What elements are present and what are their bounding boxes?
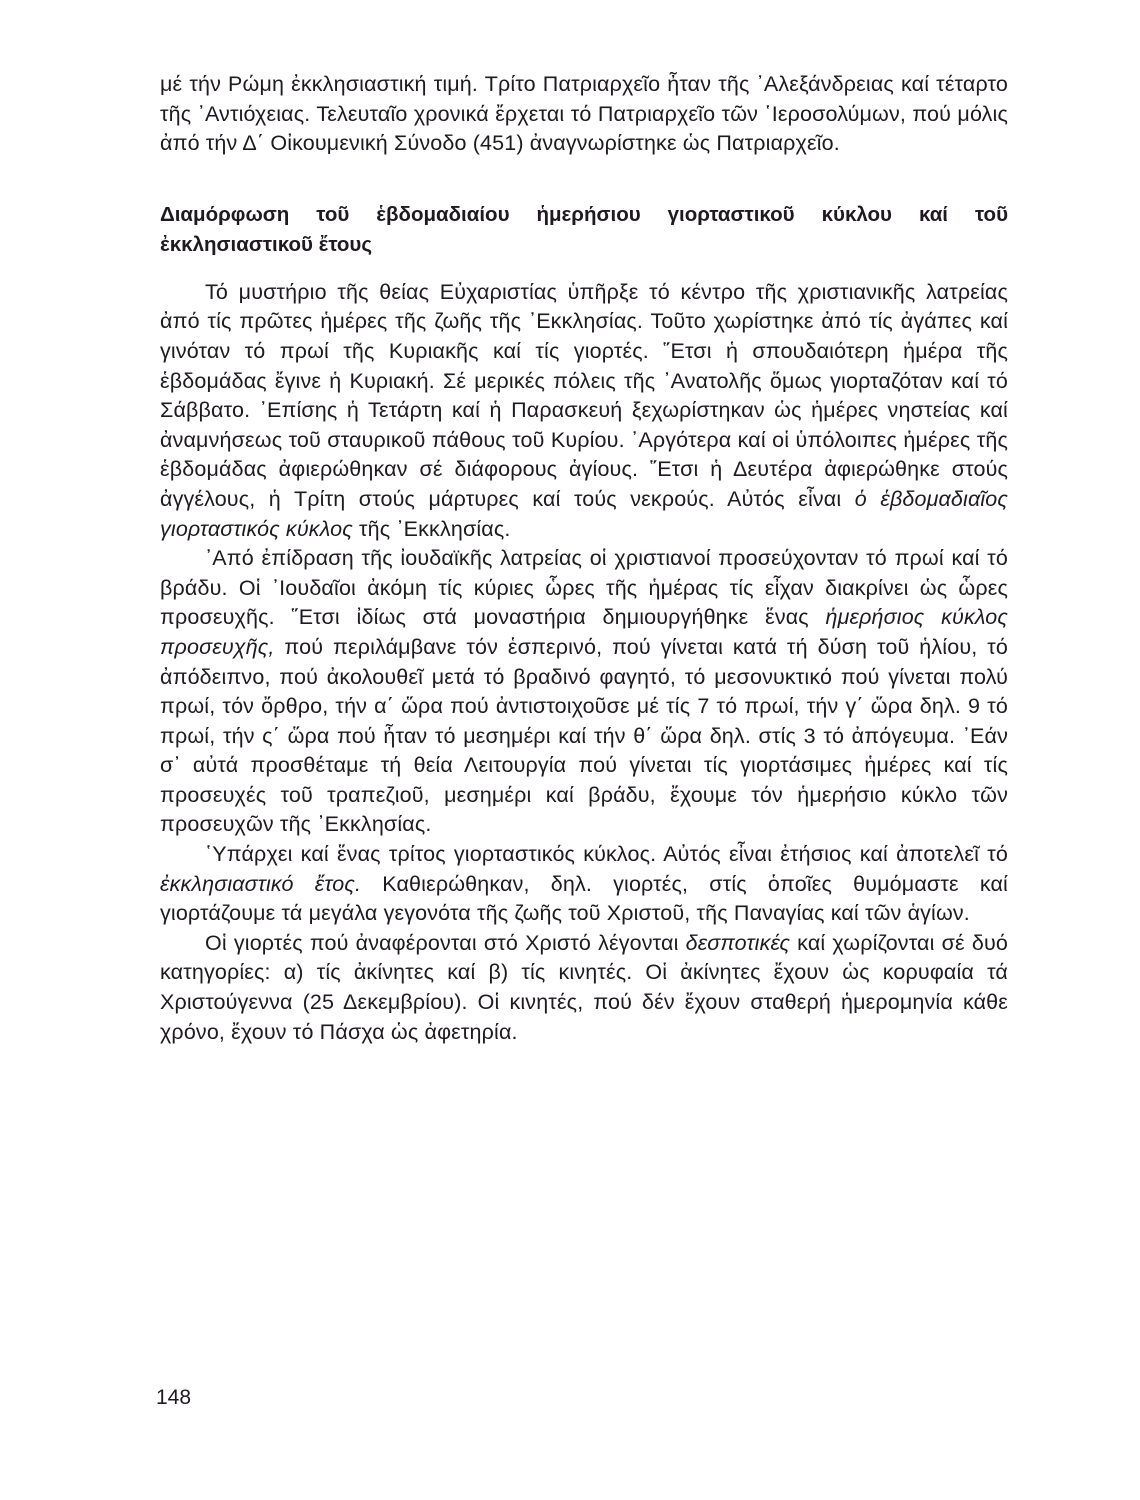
- paragraph-text: καί χωρίζονται σέ δυό κατηγορίες: α) τίς ἀκίνητες καί β) τίς κινητές. Οἱ ἀκίνητες ἔχουν ὡς κορυφαία τά Χριστούγεννα (25 Δεκεμβρίου). Οἱ κινητές, πού δέν ἔχουν σταθερή ἡμερομηνία κάθε χρόνο, ἔχουν τό Πάσχα ὡς ἀφετηρία.: [160, 930, 1008, 1044]
- paragraph-weekly-cycle: [160, 278, 1008, 544]
- paragraph-text: Οἱ γιορτές πού ἀναφέρονται στό Χριστό λέγονται: [205, 930, 686, 955]
- section-title: Διαμόρφωση τοῦ ἑβδομαδιαίου ἡμερήσιου γιορταστικοῦ κύκλου καί τοῦ ἐκκλησιαστικοῦ ἔτους: [160, 202, 1008, 256]
- paragraph-church-year: [160, 840, 1008, 929]
- italic-term: ὁ ἑβδομαδιαῖος γιορταστικός κύκλος: [160, 486, 1008, 541]
- paragraph-text: ῾Υπάρχει καί ἕνας τρίτος γιορταστικός κύκλος. Αὐτός εἶναι ἐτήσιος καί ἀποτελεῖ τό: [205, 842, 1008, 867]
- italic-term: δεσποτικές: [685, 930, 791, 955]
- italic-term: ἡμερήσιος κύκλος προσευχῆς,: [160, 605, 1008, 659]
- paragraph-text: Τό μυστήριο τῆς θείας Εὐχαριστίας ὑπῆρξε τό κέντρο τῆς χριστιανικῆς λατρείας ἀπό τίς πρῶτες ἡμέρες τῆς ζωῆς τῆς ᾿Εκκλησίας. Τοῦτο χωρίστηκε ἀπό τίς ἀγάπες καί γινόταν τό πρωί τῆς Κυριακῆς καί τίς γιορτές. ῞Ετσι ἡ σπουδαιότερη ἡμέρα τῆς ἑβδομάδας ἔγινε ἡ Κυριακή. Σέ μερικές πόλεις τῆς ᾿Ανατολῆς ὅμως γιορταζόταν καί τό Σάββατο. ᾿Επίσης ἡ Τετάρτη καί ἡ Παρασκευή ξεχωρίστηκαν ὡς ἡμέρες νηστείας καί ἀναμνήσεως τοῦ σταυρικοῦ πάθους τοῦ Κυρίου. ᾿Αργότερα καί οἱ ὑπόλοιπες ἡμέρες τῆς ἑβδομάδας ἀφιερώθηκαν σέ διάφορους ἁγίους. ῞Ετσι ἡ Δευτέρα ἀφιερώθηκε στούς ἀγγέλους, ἡ Τρίτη στούς μάρτυρες καί τούς νεκρούς. Αὐτός εἶναι: [160, 279, 1008, 511]
- page-body: [160, 70, 1008, 1047]
- page-number: 148: [156, 1386, 192, 1409]
- paragraph-text: Καθιερώθηκαν, δηλ. γιορτές, στίς ὁποῖες θυμόμαστε καί γιορτάζουμε τά μεγάλα γεγονότα τῆς ζωῆς τοῦ Χριστοῦ, τῆς Παναγίας καί τῶν ἁγίων.: [160, 871, 1008, 926]
- intro-paragraph: μέ τήν Ρώμη ἐκκλησιαστική τιμή. Τρίτο Πατριαρχεῖο ἦταν τῆς ᾿Αλεξάνδρειας καί τέταρτο τῆς ᾿Αντιόχειας. Τελευταῖο χρονικά ἔρχεται τό Πατριαρχεῖο τῶν ῾Ιεροσολύμων, πού μόλις ἀπό τήν Δ΄ Οἰκουμενική Σύνοδο (451) ἀναγνωρίστηκε ὡς Πατριαρχεῖο.: [160, 72, 1008, 156]
- paragraph-daily-cycle: [160, 544, 1008, 840]
- paragraph-feasts: [160, 929, 1008, 1047]
- paragraph-text: ᾿Από ἐπίδραση τῆς ἰουδαϊκῆς λατρείας οἱ χριστιανοί προσεύχονταν τό πρωί καί τό βράδυ. Οἱ ᾿Ιουδαῖοι ἀκόμη τίς κύριες ὧρες τῆς ἡμέρας τίς εἶχαν διακρίνει ὡς ὧρες προσευχῆς. ῞Ετσι ἰδίως στά μοναστήρια δημιουργήθηκε ἕνας: [160, 546, 1008, 630]
- italic-term: ἐκκλησιαστικό ἔτος.: [160, 871, 362, 896]
- paragraph-text: πού περιλάμβανε τόν ἑσπερινό, πού γίνεται κατά τή δύση τοῦ ἡλίου, τό ἀπόδειπνο, πού ἀκολουθεῖ μετά τό βραδινό φαγητό, τό μεσονυκτικό πού γίνεται πολύ πρωί, τόν ὄρθρο, τήν α΄ ὥρα πού ἀντιστοιχοῦσε μέ τίς 7 τό πρωί, τήν γ΄ ὥρα δηλ. 9 τό πρωί, τήν ς΄ ὥρα πού ἦταν τό μεσημέρι καί τήν θ΄ ὥρα δηλ. στίς 3 τό ἀπόγευμα. ᾿Εάν σ᾿ αὐτά προσθέταμε τή θεία Λειτουργία πού γίνεται τίς γιορτάσιμες ἡμέρες καί τίς προσευχές τοῦ τραπεζιοῦ, μεσημέρι καί βράδυ, ἔχουμε τόν ἡμερήσιο κύκλο τῶν προσευχῶν τῆς ᾿Εκκλησίας.: [160, 634, 1008, 837]
- paragraph-text: τῆς ᾿Εκκλησίας.: [352, 516, 511, 541]
